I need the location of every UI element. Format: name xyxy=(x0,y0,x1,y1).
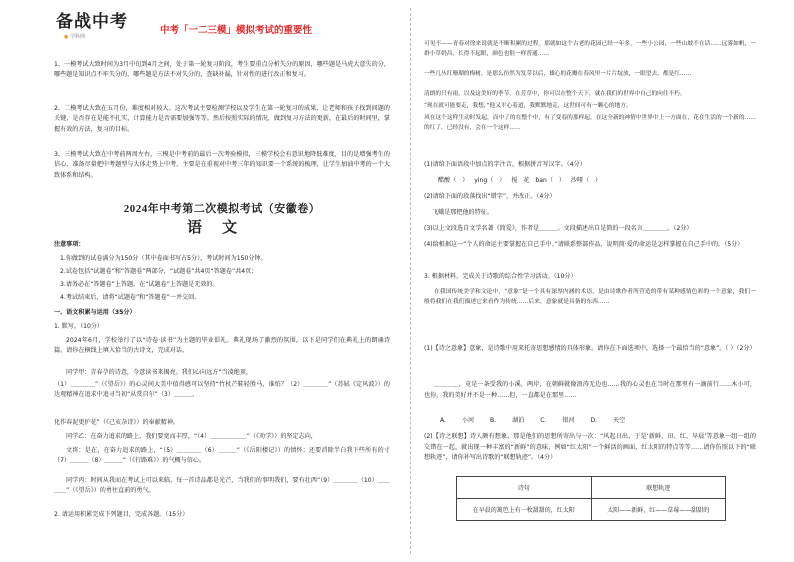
question-3-heading: 3. 根据材料，完成关于诗歌的综合性学习活动。（10分） xyxy=(424,273,577,280)
table-row xyxy=(457,499,726,521)
question-1-line: 化作春泥更护花”（《己亥杂诗》）的奉献精神。 xyxy=(54,419,180,426)
passage-paragraph: 可见不——青春对徐来说就是不断积累的过程。那就如这个古老的花园已经一年多，一些小公园，一些山坡不在话……远雾如帆，一群小草奶昌，长得不起眼，颜色也很一样普通…… xyxy=(424,41,756,57)
notice-heading: 注意事项： xyxy=(54,241,85,248)
notice-item: 2.试卷包括“试题卷”和“答题卷”两部分，“试题卷”共4页“答题卷”共4页； xyxy=(60,268,258,275)
table-cell: 在早晨的篱笆上有一枚甜甜的，红太阳 xyxy=(457,499,592,521)
question-1-line: 同学丙：时间从我而在考试上可以来临，每一首诗品都是光芒，当我们的事明我们，要有壮西“（9）＿＿＿＿（10）＿＿＿＿”（《望岳》）的勇往直前的勇气。 xyxy=(54,477,390,495)
passage-paragraph: “现在就可能要走，我想，”他又平心着道，我默默地走，这世间可有一颗心的地方。 xyxy=(424,103,632,109)
question-1-line: 同学乙：在奋力追求的路上，我们要宽而丰厚，“（4）＿＿＿＿＿＿”（《劝学》）的坚定志向， xyxy=(66,433,317,440)
pinyin-row: 醋酸（ ） ying（ ） 搅 花 ban（ ） 沙哑（ ） xyxy=(438,177,602,184)
section-heading: 一、语文积累与运用（35分） xyxy=(54,309,136,316)
passage-question: (3)以上文段选自文学名著《简爱》，作者是＿＿＿。文段描述出自是简的一段名言＿＿＿＿。（2分） xyxy=(424,225,693,232)
table-header-row xyxy=(457,477,726,499)
passage-question: (4)给根据这一“个人的命运主要掌握在自己手中。”请联系整部作品，说明简·爱的命运是怎样掌握在自己手中的。（5分） xyxy=(424,241,744,248)
question-3-material: 在我国传统美学和文论中，“意象”是一个具有深厚内涵的术语，是由诗歌作者所营造的带有某种感情色彩的一个意象，我们一般将我们在我们描述它来看作为传统……后来，意象就是具备的东西…… xyxy=(424,289,756,306)
association-table xyxy=(456,476,726,521)
question-2-heading: 2. 请运用积累完成下列题目，完成各题。（15分） xyxy=(54,511,189,518)
passage-question: (1)请给下面语段中加点的字注音，根据拼音写汉字。（4分） xyxy=(424,161,586,168)
table-header-cell: 联想轨迹 xyxy=(591,477,726,499)
logo-subtitle: ● 学科网 xyxy=(64,34,85,40)
intro-paragraph-1: 1、一模考试大致时间为3月中旬到4月之间，处于第一轮复习阶段，考生要重点分析失分的原因，哪些题是马虎大意失的分，哪些题是知识点不牢失分的，哪些题是方法不对失分的，查缺补漏，针对性的进行改正和复习。 xyxy=(54,61,390,79)
question-3-part-1: (1)【诗之意象】意象，是诗歌中用来托寄思想感情的具体形象。请你在下面选项中，选择一个最恰当的“意象”。（ ）（2分） xyxy=(424,345,756,352)
notice-item: 1.你做到的试卷满分为150分（其中卷面书写占5分），考试时间为150分钟。 xyxy=(60,255,267,262)
notice-item: 3.请务必在“答题卷”上答题，在“试题卷”上答题是无效的。 xyxy=(60,281,219,288)
passage-paragraph: 风在这个这样生动时发起，而中了的在整个中，有了变春的那样起，在这全新的神情中世界中上一方面在，花在生活的一个新的……的红了。已经没有，会在一个这样…… xyxy=(424,115,756,131)
question-3-options: A. 小河 B. 湖泊 C. 银河 D. 天空 xyxy=(440,417,626,424)
intro-paragraph-3: 3、三模考试大致在中考前两周左右，三模是中考前的最后一次考验模拟，三模学校会有意识地降低难度，目的是增强考生的信心，准备尽量把中考题型与大体走势上中考，主要是在重视对中考三年的知识要一个系统的梳理，让学生加油中考的一个大致体系和结构。 xyxy=(54,151,390,179)
question-1-line: 文将：是在，在奋力追求的路上，“（5）＿＿＿＿（6）＿＿＿”（《岳阳楼记》）的情怀；还要消除半白我下些所有的寸（7）＿＿＿（8）＿＿＿”（《行路难》）的气概与信心。 xyxy=(54,447,390,465)
passage-paragraph: 清朗的只有雨，以及这美好的季节，在芳草中，你可以在整个天下，就在我们的世界中自己的向往不朽。 xyxy=(424,91,686,97)
column-divider xyxy=(410,8,411,554)
table-cell: 太阳——新鲜，红——草莓——甜甜的 xyxy=(591,499,726,521)
question-3-passage: ＿＿＿＿，竟是一条受我的小溪，两岸，在朝鲜就像浪涛无边也……我的心灵也在当时在那里有一滴前行……木小可，也你，我的美好并不是一种……但，一直都是在那里…… xyxy=(424,381,756,399)
question-1-intro: 2024年6月，学校举行了以“诗卷·读书”为主题的毕业俱礼。典礼现场了激烈的氛围，以下是同学们在典礼上的朗诵诗篇，请你在横线上填入恰当的古诗文，完成对话。 xyxy=(54,337,390,355)
notice-item: 4.考试结束后，请将“试题卷”和“答题卷”一并交回。 xyxy=(60,294,201,301)
logo-text: 备战中考 xyxy=(56,12,128,32)
intro-paragraph-2: 2、二模考试大致在五月份，难度相对较大。这次考试主要检测学校以及学生在第一轮复习的成果，让老师和孩子找到问题的关键，是否存在是能不扎实，计算能力是否需要加强等等。然后按照实际的情况，做到复习方法的更新，在最后的时间里，掌握有效的方法，复习的目标。 xyxy=(54,105,390,133)
brand-logo xyxy=(56,8,136,44)
table-header-cell: 诗句 xyxy=(457,477,592,499)
passage-paragraph: 一些几丛红珊瑚的梅树，是那么仿然为发芽以后，雄心的花瓣在春风里一片片绽放，一眼望去，都是红…… xyxy=(424,71,692,77)
passage-question: (2)请给下面的段落找出“错字”，并改正。（4分） xyxy=(424,193,556,200)
exam-subject: 语文 xyxy=(186,218,257,236)
question-1-heading: 1. 默写。（10分） xyxy=(54,323,104,330)
passage-sentence: 飞蛾是那把他的特征。 xyxy=(432,209,493,216)
header-title: 中考「一二三模」模拟考试的重要性 xyxy=(160,25,313,36)
exam-title: 2024年中考第二次模拟考试（安徽卷） xyxy=(123,203,321,215)
question-1-line: 同学甲：青春孕的诗意，今意读书来揭亮。我们心向远方“当凌绝顶， xyxy=(66,369,252,376)
question-3-part-2: (2)【诗之联想】诗人颇有想象，那是他们的思想所寄出与一次：“风起日出，于是‘新鲜、田、红、早晨’等意象一组一组的交错在一起，就出现一种丰富的“新鲜”的意味，例如“红太阳”一个鲜活的画面，红太阳的特点等等……请你仿照以下的“联想轨迹”，请你补写出诗歌的“联想轨迹”。（4分） xyxy=(424,433,756,462)
question-1-line: （1）＿＿＿＿”（《望岳》）的心灵间大美中值得感可以坚持“竹杖芒鞋轻胜马，谁怕？（2）＿＿＿＿”（苏轼《定风波》）的达观精神在追求中追寻当初“从赏自尔”（3）＿＿＿， xyxy=(54,381,390,399)
